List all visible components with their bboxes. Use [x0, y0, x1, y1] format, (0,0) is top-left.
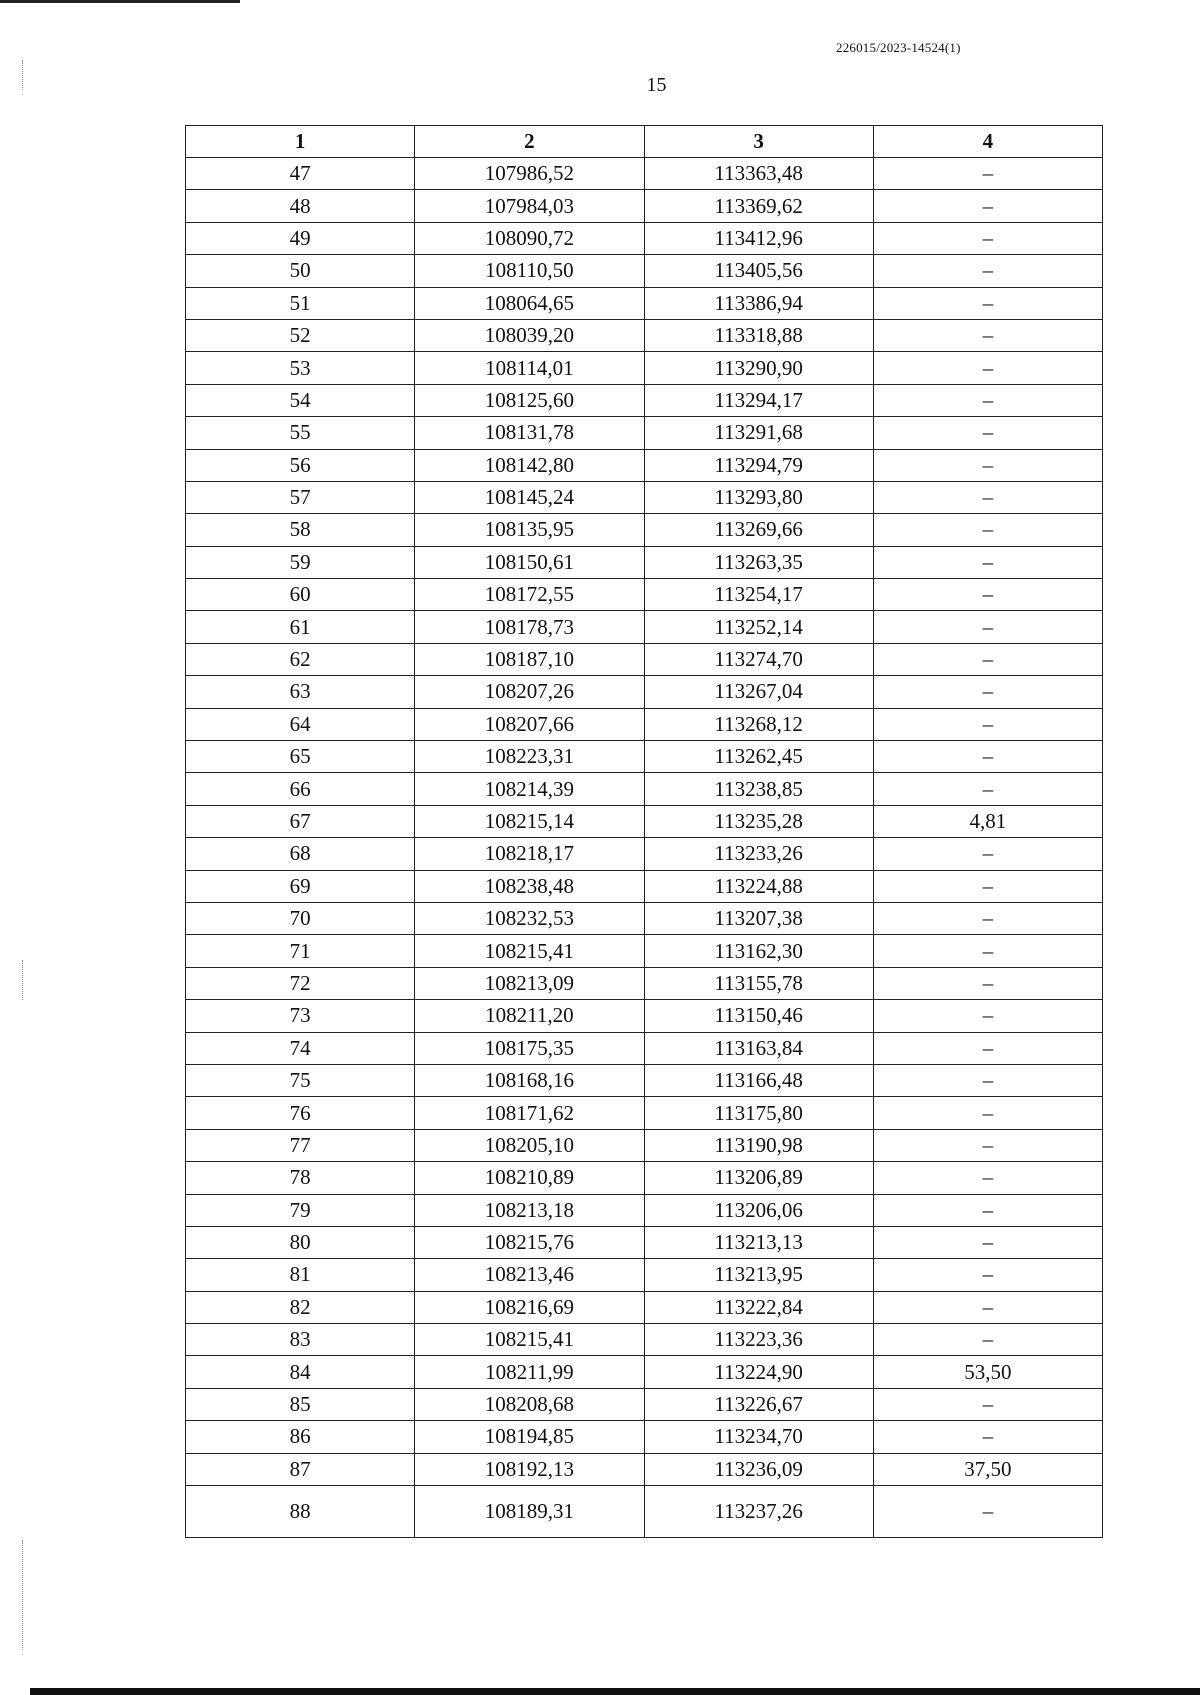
cell-point-number: 80 — [186, 1226, 415, 1258]
cell-length: – — [873, 902, 1102, 934]
cell-x-coordinate: 108218,17 — [415, 838, 644, 870]
cell-point-number: 76 — [186, 1097, 415, 1129]
table-row — [186, 190, 1103, 222]
cell-y-coordinate: 113163,84 — [644, 1032, 873, 1064]
cell-y-coordinate: 113226,67 — [644, 1388, 873, 1420]
cell-point-number: 63 — [186, 676, 415, 708]
cell-x-coordinate: 108223,31 — [415, 741, 644, 773]
cell-y-coordinate: 113238,85 — [644, 773, 873, 805]
cell-x-coordinate: 108175,35 — [415, 1032, 644, 1064]
table-header-row — [186, 126, 1103, 158]
cell-x-coordinate: 108213,46 — [415, 1259, 644, 1291]
cell-x-coordinate: 108135,95 — [415, 514, 644, 546]
cell-y-coordinate: 113254,17 — [644, 579, 873, 611]
cell-x-coordinate: 108211,99 — [415, 1356, 644, 1388]
cell-length: – — [873, 1291, 1102, 1323]
cell-point-number: 85 — [186, 1388, 415, 1420]
cell-x-coordinate: 108232,53 — [415, 902, 644, 934]
cell-y-coordinate: 113223,36 — [644, 1324, 873, 1356]
cell-point-number: 51 — [186, 287, 415, 319]
table-row — [186, 481, 1103, 513]
cell-length: – — [873, 158, 1102, 190]
cell-length: – — [873, 708, 1102, 740]
cell-x-coordinate: 108194,85 — [415, 1421, 644, 1453]
column-header: 1 — [186, 126, 415, 158]
cell-length: – — [873, 417, 1102, 449]
cell-length: – — [873, 1388, 1102, 1420]
cell-point-number: 64 — [186, 708, 415, 740]
cell-y-coordinate: 113269,66 — [644, 514, 873, 546]
cell-length: – — [873, 352, 1102, 384]
cell-point-number: 58 — [186, 514, 415, 546]
cell-length: – — [873, 741, 1102, 773]
cell-point-number: 52 — [186, 319, 415, 351]
cell-y-coordinate: 113222,84 — [644, 1291, 873, 1323]
cell-point-number: 81 — [186, 1259, 415, 1291]
cell-point-number: 82 — [186, 1291, 415, 1323]
table-row — [186, 417, 1103, 449]
table-row — [186, 1000, 1103, 1032]
cell-length: – — [873, 676, 1102, 708]
table-row — [186, 1097, 1103, 1129]
cell-y-coordinate: 113268,12 — [644, 708, 873, 740]
cell-y-coordinate: 113267,04 — [644, 676, 873, 708]
table-row — [186, 1129, 1103, 1161]
cell-y-coordinate: 113263,35 — [644, 546, 873, 578]
cell-point-number: 68 — [186, 838, 415, 870]
table-row — [186, 1032, 1103, 1064]
table-row — [186, 158, 1103, 190]
cell-x-coordinate: 108131,78 — [415, 417, 644, 449]
column-header: 4 — [873, 126, 1102, 158]
cell-point-number: 67 — [186, 805, 415, 837]
table-row — [186, 384, 1103, 416]
cell-length: – — [873, 1194, 1102, 1226]
cell-x-coordinate: 108214,39 — [415, 773, 644, 805]
cell-x-coordinate: 108213,09 — [415, 967, 644, 999]
cell-x-coordinate: 108110,50 — [415, 255, 644, 287]
cell-y-coordinate: 113213,13 — [644, 1226, 873, 1258]
cell-x-coordinate: 108171,62 — [415, 1097, 644, 1129]
top-rule — [0, 0, 240, 3]
table-row — [186, 1194, 1103, 1226]
cell-x-coordinate: 107986,52 — [415, 158, 644, 190]
table-row — [186, 1291, 1103, 1323]
cell-point-number: 60 — [186, 579, 415, 611]
table-row — [186, 255, 1103, 287]
cell-y-coordinate: 113162,30 — [644, 935, 873, 967]
cell-point-number: 48 — [186, 190, 415, 222]
table-row — [186, 741, 1103, 773]
cell-x-coordinate: 108125,60 — [415, 384, 644, 416]
cell-length: – — [873, 611, 1102, 643]
cell-y-coordinate: 113293,80 — [644, 481, 873, 513]
cell-y-coordinate: 113262,45 — [644, 741, 873, 773]
cell-x-coordinate: 108039,20 — [415, 319, 644, 351]
margin-marks-middle — [22, 960, 25, 1000]
cell-x-coordinate: 108178,73 — [415, 611, 644, 643]
cell-y-coordinate: 113213,95 — [644, 1259, 873, 1291]
table-row — [186, 838, 1103, 870]
cell-point-number: 72 — [186, 967, 415, 999]
cell-length: – — [873, 967, 1102, 999]
coordinates-table — [185, 125, 1103, 1538]
table-row — [186, 1259, 1103, 1291]
cell-point-number: 66 — [186, 773, 415, 805]
table-row — [186, 1162, 1103, 1194]
cell-point-number: 77 — [186, 1129, 415, 1161]
table-row — [186, 773, 1103, 805]
cell-x-coordinate: 108207,26 — [415, 676, 644, 708]
cell-point-number: 71 — [186, 935, 415, 967]
table-row — [186, 1388, 1103, 1420]
cell-length: – — [873, 449, 1102, 481]
cell-length: – — [873, 773, 1102, 805]
cell-point-number: 74 — [186, 1032, 415, 1064]
cell-point-number: 83 — [186, 1324, 415, 1356]
cell-length: – — [873, 514, 1102, 546]
cell-y-coordinate: 113190,98 — [644, 1129, 873, 1161]
table-row — [186, 1356, 1103, 1388]
table-row — [186, 319, 1103, 351]
table-row — [186, 222, 1103, 254]
cell-x-coordinate: 108172,55 — [415, 579, 644, 611]
cell-y-coordinate: 113235,28 — [644, 805, 873, 837]
cell-x-coordinate: 108150,61 — [415, 546, 644, 578]
cell-point-number: 75 — [186, 1064, 415, 1096]
table-row — [186, 935, 1103, 967]
cell-point-number: 61 — [186, 611, 415, 643]
table-row — [186, 902, 1103, 934]
cell-point-number: 84 — [186, 1356, 415, 1388]
cell-x-coordinate: 108215,76 — [415, 1226, 644, 1258]
cell-point-number: 62 — [186, 643, 415, 675]
cell-length: – — [873, 935, 1102, 967]
cell-point-number: 56 — [186, 449, 415, 481]
cell-point-number: 53 — [186, 352, 415, 384]
column-header: 2 — [415, 126, 644, 158]
table-body — [186, 158, 1103, 1538]
table-row — [186, 579, 1103, 611]
cell-x-coordinate: 108114,01 — [415, 352, 644, 384]
cell-length: – — [873, 1129, 1102, 1161]
cell-x-coordinate: 108090,72 — [415, 222, 644, 254]
table-row — [186, 352, 1103, 384]
cell-length: – — [873, 255, 1102, 287]
table-row — [186, 1324, 1103, 1356]
cell-y-coordinate: 113294,17 — [644, 384, 873, 416]
cell-x-coordinate: 108142,80 — [415, 449, 644, 481]
table-row — [186, 708, 1103, 740]
cell-y-coordinate: 113236,09 — [644, 1453, 873, 1485]
cell-y-coordinate: 113166,48 — [644, 1064, 873, 1096]
cell-point-number: 79 — [186, 1194, 415, 1226]
table-row — [186, 967, 1103, 999]
cell-length: – — [873, 1226, 1102, 1258]
cell-y-coordinate: 113412,96 — [644, 222, 873, 254]
cell-y-coordinate: 113207,38 — [644, 902, 873, 934]
column-header: 3 — [644, 126, 873, 158]
cell-y-coordinate: 113290,90 — [644, 352, 873, 384]
cell-point-number: 87 — [186, 1453, 415, 1485]
margin-marks-bottom — [22, 1540, 25, 1650]
cell-length: – — [873, 546, 1102, 578]
cell-length: – — [873, 838, 1102, 870]
table-row — [186, 676, 1103, 708]
document-number: 226015/2023-14524(1) — [836, 40, 961, 55]
cell-y-coordinate: 113363,48 — [644, 158, 873, 190]
cell-length: – — [873, 579, 1102, 611]
table-row — [186, 1486, 1103, 1538]
cell-point-number: 50 — [186, 255, 415, 287]
cell-x-coordinate: 108207,66 — [415, 708, 644, 740]
cell-x-coordinate: 108238,48 — [415, 870, 644, 902]
cell-x-coordinate: 108145,24 — [415, 481, 644, 513]
table-row — [186, 611, 1103, 643]
cell-y-coordinate: 113150,46 — [644, 1000, 873, 1032]
cell-y-coordinate: 113206,06 — [644, 1194, 873, 1226]
cell-x-coordinate: 108210,89 — [415, 1162, 644, 1194]
table-row — [186, 546, 1103, 578]
cell-x-coordinate: 108168,16 — [415, 1064, 644, 1096]
cell-point-number: 70 — [186, 902, 415, 934]
cell-y-coordinate: 113224,90 — [644, 1356, 873, 1388]
cell-length: 4,81 — [873, 805, 1102, 837]
cell-length: – — [873, 1421, 1102, 1453]
cell-point-number: 54 — [186, 384, 415, 416]
cell-point-number: 73 — [186, 1000, 415, 1032]
page-number: 15 — [646, 74, 667, 96]
cell-x-coordinate: 108213,18 — [415, 1194, 644, 1226]
cell-length: – — [873, 870, 1102, 902]
cell-x-coordinate: 108215,41 — [415, 1324, 644, 1356]
cell-length: – — [873, 1486, 1102, 1538]
cell-point-number: 59 — [186, 546, 415, 578]
cell-y-coordinate: 113386,94 — [644, 287, 873, 319]
table-row — [186, 1453, 1103, 1485]
cell-length: – — [873, 222, 1102, 254]
cell-x-coordinate: 108192,13 — [415, 1453, 644, 1485]
cell-length: 37,50 — [873, 1453, 1102, 1485]
table-row — [186, 643, 1103, 675]
cell-x-coordinate: 108215,14 — [415, 805, 644, 837]
cell-y-coordinate: 113233,26 — [644, 838, 873, 870]
cell-length: – — [873, 319, 1102, 351]
table-row — [186, 1421, 1103, 1453]
cell-y-coordinate: 113369,62 — [644, 190, 873, 222]
table-row — [186, 1064, 1103, 1096]
cell-length: – — [873, 1064, 1102, 1096]
cell-length: – — [873, 1000, 1102, 1032]
cell-x-coordinate: 108211,20 — [415, 1000, 644, 1032]
cell-point-number: 88 — [186, 1486, 415, 1538]
cell-length: – — [873, 1162, 1102, 1194]
cell-x-coordinate: 107984,03 — [415, 190, 644, 222]
table-row — [186, 1226, 1103, 1258]
cell-x-coordinate: 108215,41 — [415, 935, 644, 967]
cell-y-coordinate: 113234,70 — [644, 1421, 873, 1453]
table-row — [186, 449, 1103, 481]
cell-y-coordinate: 113318,88 — [644, 319, 873, 351]
cell-length: – — [873, 1032, 1102, 1064]
table-row — [186, 287, 1103, 319]
table-row — [186, 805, 1103, 837]
cell-y-coordinate: 113224,88 — [644, 870, 873, 902]
cell-length: – — [873, 1324, 1102, 1356]
cell-length: 53,50 — [873, 1356, 1102, 1388]
cell-y-coordinate: 113274,70 — [644, 643, 873, 675]
table-row — [186, 870, 1103, 902]
cell-length: – — [873, 384, 1102, 416]
cell-length: – — [873, 190, 1102, 222]
cell-x-coordinate: 108187,10 — [415, 643, 644, 675]
cell-y-coordinate: 113237,26 — [644, 1486, 873, 1538]
cell-length: – — [873, 1259, 1102, 1291]
cell-y-coordinate: 113294,79 — [644, 449, 873, 481]
cell-y-coordinate: 113206,89 — [644, 1162, 873, 1194]
cell-y-coordinate: 113155,78 — [644, 967, 873, 999]
cell-x-coordinate: 108208,68 — [415, 1388, 644, 1420]
cell-point-number: 69 — [186, 870, 415, 902]
cell-point-number: 49 — [186, 222, 415, 254]
cell-x-coordinate: 108205,10 — [415, 1129, 644, 1161]
cell-point-number: 57 — [186, 481, 415, 513]
cell-y-coordinate: 113291,68 — [644, 417, 873, 449]
cell-length: – — [873, 287, 1102, 319]
cell-x-coordinate: 108216,69 — [415, 1291, 644, 1323]
cell-x-coordinate: 108064,65 — [415, 287, 644, 319]
cell-length: – — [873, 643, 1102, 675]
cell-point-number: 55 — [186, 417, 415, 449]
cell-y-coordinate: 113405,56 — [644, 255, 873, 287]
cell-point-number: 47 — [186, 158, 415, 190]
cell-point-number: 78 — [186, 1162, 415, 1194]
cell-y-coordinate: 113175,80 — [644, 1097, 873, 1129]
cell-length: – — [873, 1097, 1102, 1129]
table-row — [186, 514, 1103, 546]
cell-y-coordinate: 113252,14 — [644, 611, 873, 643]
cell-x-coordinate: 108189,31 — [415, 1486, 644, 1538]
cell-point-number: 86 — [186, 1421, 415, 1453]
bottom-rule — [30, 1688, 1200, 1695]
cell-point-number: 65 — [186, 741, 415, 773]
cell-length: – — [873, 481, 1102, 513]
